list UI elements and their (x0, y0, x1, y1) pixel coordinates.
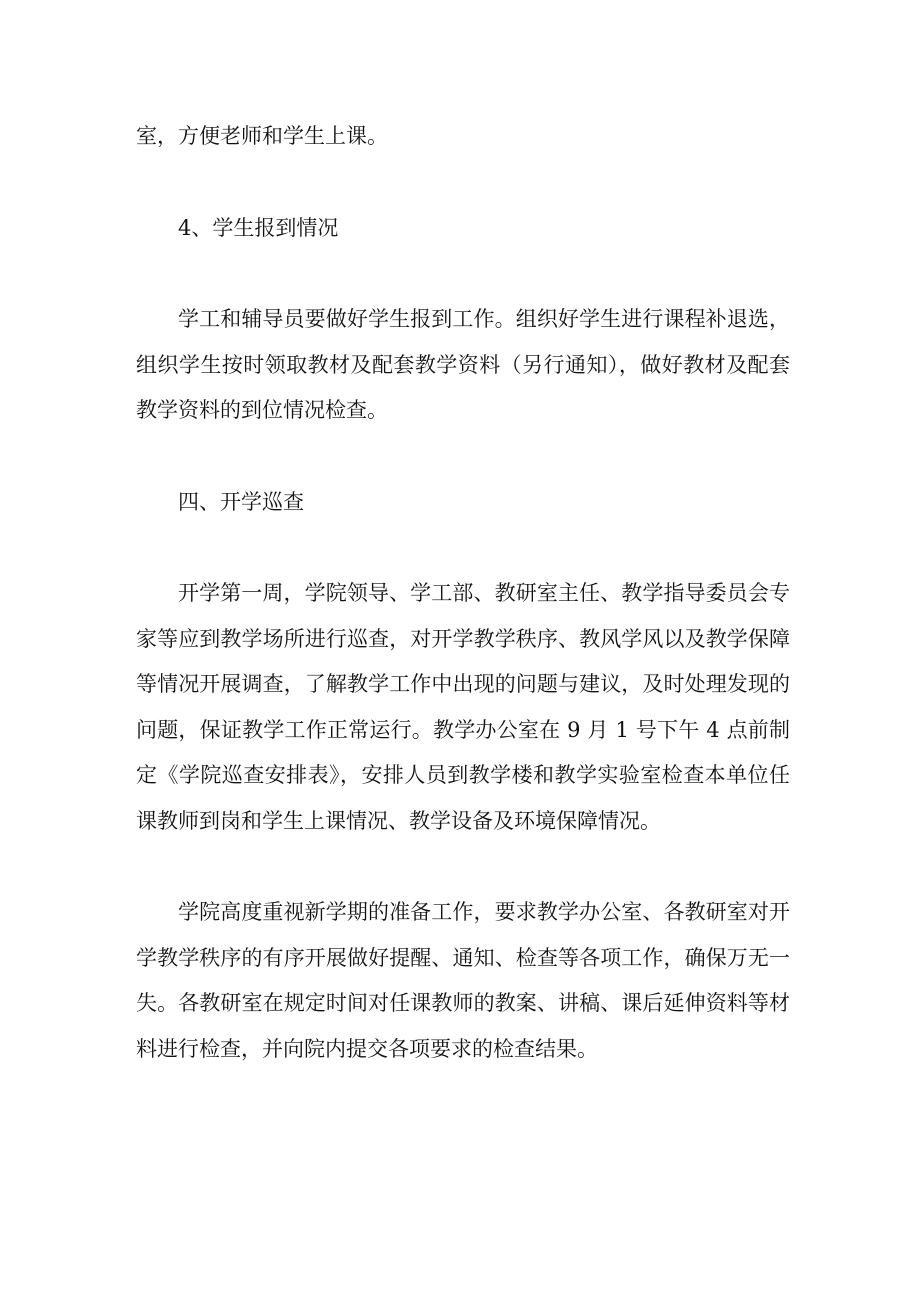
document-page (136, 114, 790, 1118)
continuation-paragraph: 室，方便老师和学生上课。 (136, 124, 388, 148)
section-4-heading: 4、学生报到情况 (178, 215, 339, 240)
closing-paragraph: 学院高度重视新学期的准备工作，要求教学办公室、各教研室对开学教学秩序的有序开展做好提醒、通知、检查等各项工作，确保万无一失。各教研室在规定时间对任课教师的教案、讲稿、课后延伸资料等材料进行检查，并向院内提交各项要求的检查结果。 (136, 900, 790, 1061)
section-4-paragraph: 学工和辅导员要做好学生报到工作。组织好学生进行课程补退选，组织学生按时领取教材及配套教学资料（另行通知），做好教材及配套教学资料的到位情况检查。 (136, 307, 790, 422)
section-iv-heading: 四、开学巡查 (178, 489, 304, 514)
section-iv-paragraph: 开学第一周，学院领导、学工部、教研室主任、教学指导委员会专家等应到教学场所进行巡查，对开学教学秩序、教风学风以及教学保障等情况开展调查，了解教学工作中出现的问题与建议，及时处理发现的问题，保证教学工作正常运行。教学办公室在 9 月 1 号下午 4 点前制定《学院巡查安排表》，安排人员到教学楼和教学实验室检查本单位任课教师到岗和学生上课情况、教学设备及环境保障情况。 (136, 581, 790, 833)
